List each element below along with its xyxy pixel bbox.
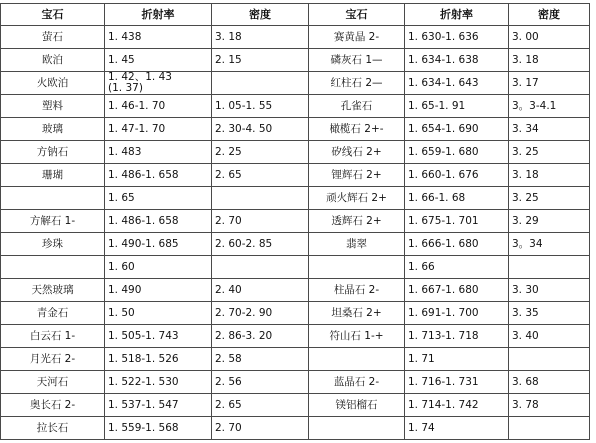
cell-refractive-index-right: 1. 714-1. 742 — [405, 394, 509, 417]
table-row — [1, 49, 590, 72]
cell-refractive-index-left: 1. 45 — [105, 49, 212, 72]
cell-gem-name-left: 白云石 1- — [1, 325, 105, 348]
header-refractive-index-left: 折射率 — [105, 4, 212, 26]
cell-gem-name-right: 蓝晶石 2- — [309, 371, 405, 394]
cell-density-left: 2. 70 — [212, 210, 309, 233]
table-row — [1, 164, 590, 187]
cell-gem-name-right: 赛黄晶 2- — [309, 26, 405, 49]
cell-refractive-index-right: 1. 713-1. 718 — [405, 325, 509, 348]
cell-density-right: 3. 78 — [509, 394, 590, 417]
cell-density-right: 3. 18 — [509, 164, 590, 187]
cell-density-left — [212, 256, 309, 279]
cell-gem-name-right: 镁铝榴石 — [309, 394, 405, 417]
cell-density-left: 2. 40 — [212, 279, 309, 302]
cell-gem-name-left: 萤石 — [1, 26, 105, 49]
cell-refractive-index-right: 1. 65-1. 91 — [405, 95, 509, 118]
cell-gem-name-left: 方解石 1- — [1, 210, 105, 233]
cell-density-left: 2. 30-4. 50 — [212, 118, 309, 141]
cell-refractive-index-right: 1. 667-1. 680 — [405, 279, 509, 302]
table-row — [1, 279, 590, 302]
cell-refractive-index-left: 1. 65 — [105, 187, 212, 210]
table-header-row — [1, 4, 590, 26]
cell-refractive-index-left: 1. 522-1. 530 — [105, 371, 212, 394]
cell-density-left: 2. 56 — [212, 371, 309, 394]
cell-gem-name-right: 坦桑石 2+ — [309, 302, 405, 325]
table-row — [1, 394, 590, 417]
cell-refractive-index-right: 1. 660-1. 676 — [405, 164, 509, 187]
cell-refractive-index-left: 1. 537-1. 547 — [105, 394, 212, 417]
cell-refractive-index-left: 1. 47-1. 70 — [105, 118, 212, 141]
cell-refractive-index-left: 1. 50 — [105, 302, 212, 325]
cell-density-right — [509, 348, 590, 371]
cell-density-right: 3。3-4.1 — [509, 95, 590, 118]
header-gem-left: 宝石 — [1, 4, 105, 26]
cell-refractive-index-left: 1. 490-1. 685 — [105, 233, 212, 256]
gem-properties-table — [0, 3, 590, 440]
cell-gem-name-left — [1, 187, 105, 210]
cell-gem-name-right — [309, 348, 405, 371]
header-density-right: 密度 — [509, 4, 590, 26]
cell-gem-name-right: 红柱石 2— — [309, 72, 405, 95]
cell-gem-name-right: 符山石 1-+ — [309, 325, 405, 348]
cell-density-right: 3。34 — [509, 233, 590, 256]
cell-density-left: 1. 05-1. 55 — [212, 95, 309, 118]
cell-density-right: 3. 34 — [509, 118, 590, 141]
cell-density-left: 2. 65 — [212, 394, 309, 417]
cell-gem-name-right: 矽线石 2+ — [309, 141, 405, 164]
cell-gem-name-left: 火欧泊 — [1, 72, 105, 95]
cell-density-left: 2. 70-2. 90 — [212, 302, 309, 325]
cell-gem-name-right: 顽火辉石 2+ — [309, 187, 405, 210]
cell-refractive-index-right: 1. 74 — [405, 417, 509, 440]
table-row — [1, 72, 590, 95]
table-row — [1, 325, 590, 348]
table-row — [1, 118, 590, 141]
cell-density-left: 2. 86-3. 20 — [212, 325, 309, 348]
cell-density-right: 3. 30 — [509, 279, 590, 302]
cell-gem-name-left: 天河石 — [1, 371, 105, 394]
cell-gem-name-left: 塑料 — [1, 95, 105, 118]
table-row — [1, 233, 590, 256]
cell-density-left: 2. 70 — [212, 417, 309, 440]
table-row — [1, 302, 590, 325]
cell-refractive-index-right: 1. 66 — [405, 256, 509, 279]
cell-density-right: 3. 00 — [509, 26, 590, 49]
cell-refractive-index-right: 1. 634-1. 638 — [405, 49, 509, 72]
table-row — [1, 417, 590, 440]
cell-gem-name-right: 磷灰石 1— — [309, 49, 405, 72]
cell-gem-name-left: 玻璃 — [1, 118, 105, 141]
cell-refractive-index-left: 1. 438 — [105, 26, 212, 49]
table-row — [1, 348, 590, 371]
cell-refractive-index-left: 1. 490 — [105, 279, 212, 302]
cell-density-right: 3. 40 — [509, 325, 590, 348]
cell-density-left: 2. 15 — [212, 49, 309, 72]
cell-density-right: 3. 17 — [509, 72, 590, 95]
cell-density-left: 2. 58 — [212, 348, 309, 371]
cell-gem-name-left: 青金石 — [1, 302, 105, 325]
cell-density-left — [212, 187, 309, 210]
cell-refractive-index-right: 1. 66-1. 68 — [405, 187, 509, 210]
table-row — [1, 256, 590, 279]
cell-refractive-index-left: 1. 486-1. 658 — [105, 210, 212, 233]
cell-gem-name-right: 柱晶石 2- — [309, 279, 405, 302]
cell-refractive-index-right: 1. 666-1. 680 — [405, 233, 509, 256]
cell-gem-name-left: 天然玻璃 — [1, 279, 105, 302]
cell-refractive-index-left: 1. 483 — [105, 141, 212, 164]
cell-density-right: 3. 35 — [509, 302, 590, 325]
cell-density-left: 2. 65 — [212, 164, 309, 187]
cell-gem-name-right: 翡翠 — [309, 233, 405, 256]
cell-gem-name-left: 珍珠 — [1, 233, 105, 256]
cell-refractive-index-right: 1. 659-1. 680 — [405, 141, 509, 164]
cell-refractive-index-right: 1. 630-1. 636 — [405, 26, 509, 49]
header-gem-right: 宝石 — [309, 4, 405, 26]
table-row — [1, 26, 590, 49]
cell-refractive-index-left: 1. 518-1. 526 — [105, 348, 212, 371]
table-row — [1, 187, 590, 210]
cell-gem-name-left: 欧泊 — [1, 49, 105, 72]
cell-refractive-index-right: 1. 691-1. 700 — [405, 302, 509, 325]
cell-density-left: 3. 18 — [212, 26, 309, 49]
cell-refractive-index-left: 1. 505-1. 743 — [105, 325, 212, 348]
cell-density-right: 3. 25 — [509, 141, 590, 164]
cell-refractive-index-right: 1. 654-1. 690 — [405, 118, 509, 141]
cell-gem-name-left: 拉长石 — [1, 417, 105, 440]
cell-gem-name-right — [309, 256, 405, 279]
cell-gem-name-left: 月光石 2- — [1, 348, 105, 371]
cell-density-right — [509, 256, 590, 279]
cell-refractive-index-right: 1. 634-1. 643 — [405, 72, 509, 95]
table-row — [1, 210, 590, 233]
cell-density-left: 2. 25 — [212, 141, 309, 164]
table-row — [1, 371, 590, 394]
cell-density-right: 3. 29 — [509, 210, 590, 233]
cell-density-right — [509, 417, 590, 440]
cell-gem-name-left — [1, 256, 105, 279]
header-refractive-index-right: 折射率 — [405, 4, 509, 26]
cell-refractive-index-left: 1. 60 — [105, 256, 212, 279]
cell-gem-name-left: 奥长石 2- — [1, 394, 105, 417]
cell-refractive-index-left: 1. 559-1. 568 — [105, 417, 212, 440]
cell-refractive-index-right: 1. 675-1. 701 — [405, 210, 509, 233]
cell-gem-name-right: 橄榄石 2+- — [309, 118, 405, 141]
cell-refractive-index-right: 1. 716-1. 731 — [405, 371, 509, 394]
table-row — [1, 141, 590, 164]
cell-density-right: 3. 18 — [509, 49, 590, 72]
cell-density-right: 3. 68 — [509, 371, 590, 394]
cell-gem-name-left: 方钠石 — [1, 141, 105, 164]
cell-gem-name-right: 锂辉石 2+ — [309, 164, 405, 187]
cell-gem-name-right: 孔雀石 — [309, 95, 405, 118]
cell-gem-name-right: 透辉石 2+ — [309, 210, 405, 233]
cell-density-left — [212, 72, 309, 95]
table-row — [1, 95, 590, 118]
cell-refractive-index-left: 1. 42、1. 43 (1. 37) — [105, 72, 212, 95]
cell-density-right: 3. 25 — [509, 187, 590, 210]
cell-density-left: 2. 60-2. 85 — [212, 233, 309, 256]
cell-gem-name-left: 珊瑚 — [1, 164, 105, 187]
cell-refractive-index-right: 1. 71 — [405, 348, 509, 371]
header-density-left: 密度 — [212, 4, 309, 26]
cell-refractive-index-left: 1. 486-1. 658 — [105, 164, 212, 187]
table-body — [1, 26, 590, 440]
cell-refractive-index-left: 1. 46-1. 70 — [105, 95, 212, 118]
cell-gem-name-right — [309, 417, 405, 440]
